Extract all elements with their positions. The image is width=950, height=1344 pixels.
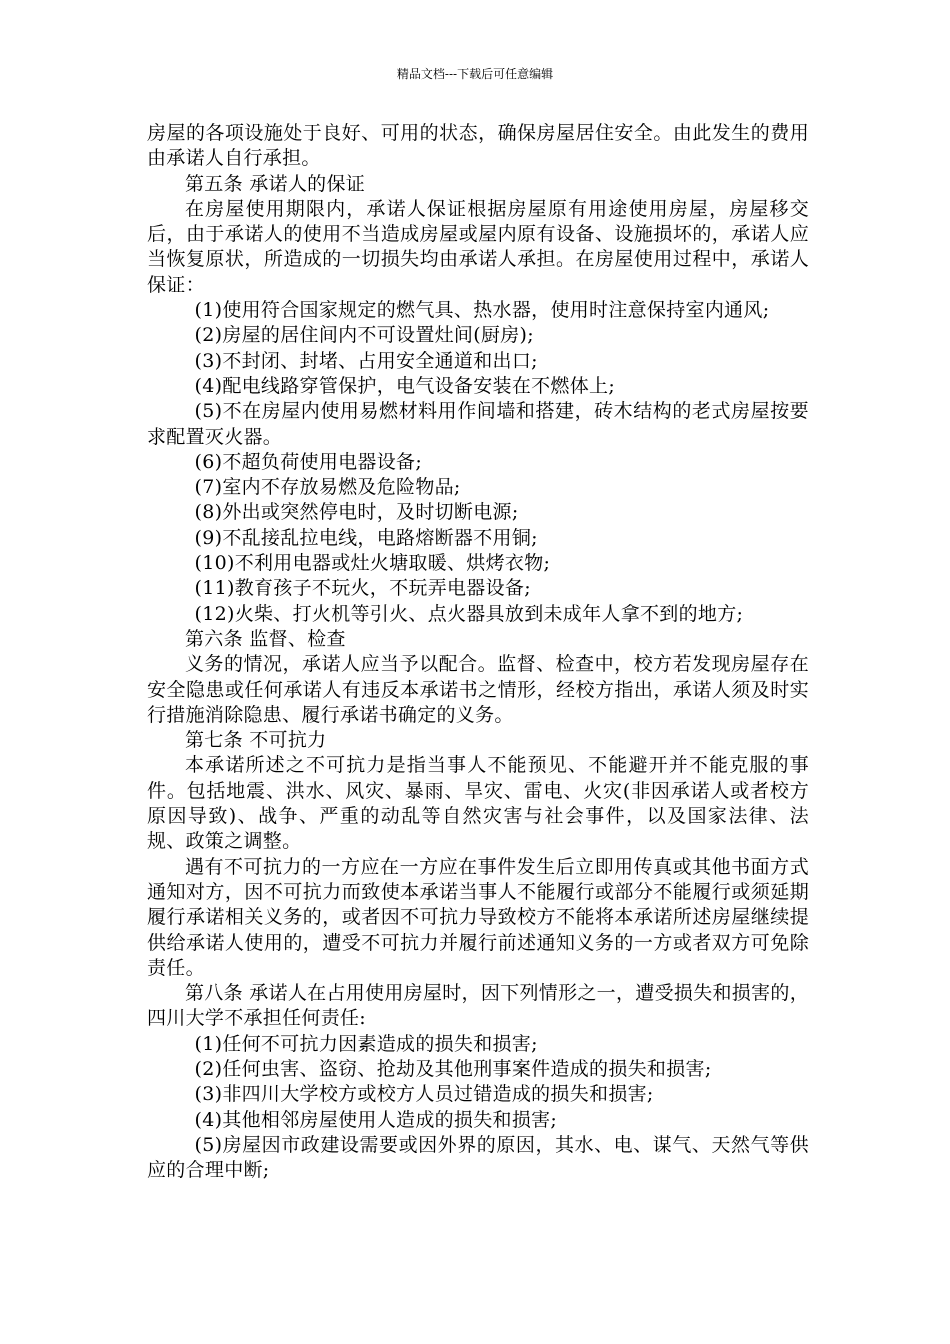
paragraph: 义务的情况，承诺人应当予以配合。监督、检查中，校方若发现房屋存在安全隐患或任何承诺人有违反本承诺书之情形，经校方指出，承诺人须及时实行措施消除隐患、履行承诺书确定的义务。 <box>147 653 809 726</box>
list-item: (3)非四川大学校方或校方人员过错造成的损失和损害; <box>194 1083 654 1106</box>
paragraph: 第七条 不可抗力 <box>185 729 327 752</box>
list-item: (5)房屋因市政建设需要或因外界的原因，其水、电、谋气、天然气等供应的合理中断; <box>147 1133 809 1182</box>
list-item: (1)任何不可抗力因素造成的损失和损害; <box>194 1032 538 1055</box>
list-item: (6)不超负荷使用电器设备; <box>194 450 423 473</box>
page-header: 精品文档---下载后可任意编辑 <box>396 67 554 81</box>
list-item: (11)教育孩子不玩火，不玩弄电器设备; <box>194 577 531 600</box>
list-item: (3)不封闭、封堵、占用安全通道和出口; <box>194 349 538 372</box>
list-item: (5)不在房屋内使用易燃材料用作间墙和搭建，砖木结构的老式房屋按要求配置灭火器。 <box>147 400 809 448</box>
list-item: (4)配电线路穿管保护，电气设备安装在不燃体上; <box>194 374 616 397</box>
document-body <box>147 121 809 1183</box>
list-item: (4)其他相邻房屋使用人造成的损失和损害; <box>194 1108 558 1131</box>
paragraph: 房屋的各项设施处于良好、可用的状态，确保房屋居住安全。由此发生的费用由承诺人自行承担。 <box>147 122 809 170</box>
list-item: (8)外出或突然停电时，及时切断电源; <box>194 501 519 524</box>
paragraph: 第六条 监督、检查 <box>185 627 346 650</box>
list-item: (10)不利用电器或灶火塘取暖、烘烤衣物; <box>194 552 551 575</box>
list-item: (12)火柴、打火机等引火、点火器具放到未成年人拿不到的地方; <box>194 602 744 625</box>
list-item: (1)使用符合国家规定的燃气具、热水器，使用时注意保持室内通风; <box>194 299 770 322</box>
list-item: (2)任何虫害、盗窃、抢劫及其他刑事案件造成的损失和损害; <box>194 1057 712 1080</box>
paragraph: 遇有不可抗力的一方应在一方应在事件发生后立即用传真或其他书面方式通知对方，因不可抗力而致使本承诺当事人不能履行或部分不能履行或须延期履行承诺相关义务的，或者因不可抗力导致校方不能将本承诺所述房屋继续提供给承诺人使用的，遭受不可抗力并履行前述通知义务的一方或者双方可免除责任。 <box>147 855 809 979</box>
list-item: (2)房屋的居住间内不可设置灶间(厨房); <box>194 324 534 347</box>
paragraph: 第五条 承诺人的保证 <box>185 172 366 195</box>
paragraph: 第八条 承诺人在占用使用房屋时，因下列情形之一，遭受损失和损害的，四川大学不承担任何责任: <box>147 982 809 1030</box>
paragraph: 在房屋使用期限内，承诺人保证根据房屋原有用途使用房屋，房屋移交后，由于承诺人的使用不当造成房屋或屋内原有设备、设施损坏的，承诺人应当恢复原状，所造成的一切损失均由承诺人承担。在房屋使用过程中，承诺人保证： <box>147 197 809 296</box>
list-item: (9)不乱接乱拉电线，电路熔断器不用铜; <box>194 526 538 549</box>
paragraph: 本承诺所述之不可抗力是指当事人不能预见、不能避开并不能克服的事件。包括地震、洪水、风灾、暴雨、旱灾、雷电、火灾(非因承诺人或者校方原因导致)、战争、严重的动乱等自然灾害与社会事件，以及国家法律、法规、政策之调整。 <box>147 754 809 853</box>
list-item: (7)室内不存放易燃及危险物品; <box>194 476 461 499</box>
